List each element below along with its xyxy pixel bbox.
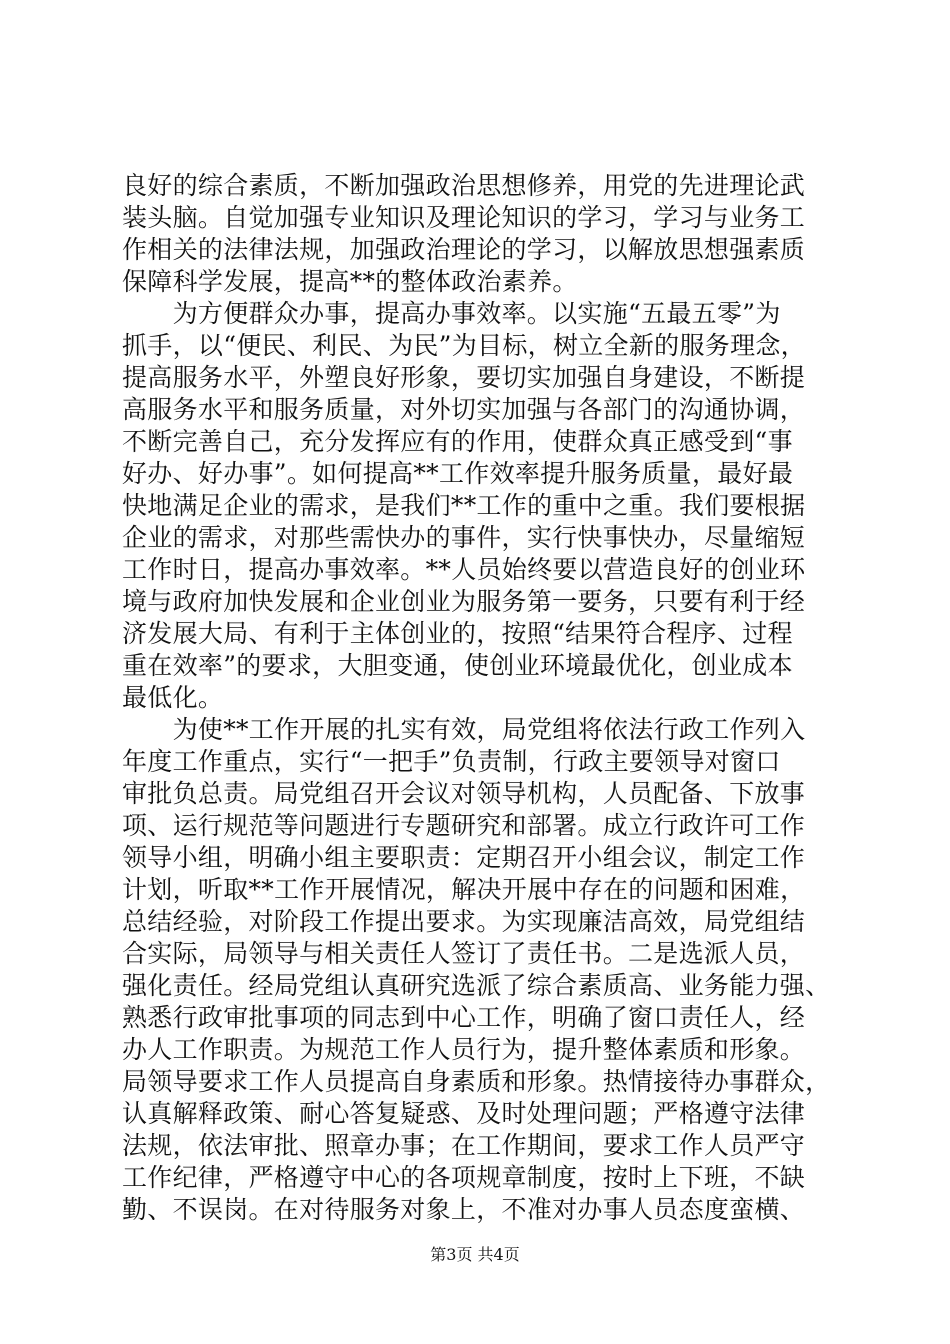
text-line: 企业的需求，对那些需快办的事件，实行快事快办，尽量缩短 — [122, 523, 806, 552]
text-line: 良好的综合素质，不断加强政治思想修养，用党的先进理论武 — [122, 171, 806, 200]
text-line: 总结经验，对阶段工作提出要求。为实现廉洁高效，局党组结 — [122, 907, 806, 936]
text-line: 快地满足企业的需求，是我们**工作的重中之重。我们要根据 — [122, 491, 806, 520]
text-line: 勤、不误岗。在对待服务对象上，不准对办事人员态度蛮横、 — [122, 1195, 806, 1224]
text-line: 重在效率”的要求，大胆变通，使创业环境最优化，创业成本 — [122, 651, 793, 680]
text-line: 法规，依法审批、照章办事；在工作期间，要求工作人员严守 — [122, 1131, 806, 1160]
text-line: 办人工作职责。为规范工作人员行为，提升整体素质和形象。 — [122, 1035, 806, 1064]
text-line: 计划，听取**工作开展情况，解决开展中存在的问题和困难， — [122, 875, 806, 904]
text-line: 好办、好办事”。如何提高**工作效率提升服务质量，最好最 — [122, 459, 794, 488]
text-line: 强化责任。经局党组认真研究选派了综合素质高、业务能力强、 — [122, 971, 831, 1000]
text-line: 保障科学发展，提高**的整体政治素养。 — [122, 267, 578, 296]
text-line: 工作时日，提高办事效率。**人员始终要以营造良好的创业环 — [122, 555, 806, 584]
text-line: 项、运行规范等问题进行专题研究和部署。成立行政许可工作 — [122, 811, 806, 840]
text-line: 装头脑。自觉加强专业知识及理论知识的学习，学习与业务工 — [122, 203, 806, 232]
document-body — [122, 170, 838, 1226]
text-line: 审批负总责。局党组召开会议对领导机构，人员配备、下放事 — [122, 779, 806, 808]
text-line: 济发展大局、有利于主体创业的，按照“结果符合程序、过程 — [122, 619, 793, 648]
text-line: 工作纪律，严格遵守中心的各项规章制度，按时上下班，不缺 — [122, 1163, 806, 1192]
text-line: 熟悉行政审批事项的同志到中心工作，明确了窗口责任人，经 — [122, 1003, 806, 1032]
text-line: 领导小组，明确小组主要职责：定期召开小组会议，制定工作 — [122, 843, 806, 872]
text-line: 合实际，局领导与相关责任人签订了责任书。二是选派人员， — [122, 939, 806, 968]
page-footer: 第3页 共4页 — [430, 1245, 520, 1264]
text-line: 提高服务水平，外塑良好形象，要切实加强自身建设，不断提 — [122, 363, 806, 392]
text-line: 认真解释政策、耐心答复疑惑、及时处理问题；严格遵守法律 — [122, 1099, 806, 1128]
text-line: 为使**工作开展的扎实有效，局党组将依法行政工作列入 — [122, 715, 806, 744]
text-line: 境与政府加快发展和企业创业为服务第一要务，只要有利于经 — [122, 587, 806, 616]
text-line: 年度工作重点，实行“一把手”负责制，行政主要领导对窗口 — [122, 747, 781, 776]
text-line: 局领导要求工作人员提高自身素质和形象。热情接待办事群众， — [122, 1067, 831, 1096]
text-line: 作相关的法律法规，加强政治理论的学习，以解放思想强素质 — [122, 235, 806, 264]
text-line: 高服务水平和服务质量，对外切实加强与各部门的沟通协调， — [122, 395, 806, 424]
text-line: 为方便群众办事，提高办事效率。以实施“五最五零”为 — [122, 299, 781, 328]
text-line: 抓手，以“便民、利民、为民”为目标，树立全新的服务理念， — [122, 331, 806, 360]
text-line: 不断完善自己，充分发挥应有的作用，使群众真正感受到“事 — [122, 427, 793, 456]
text-line: 最低化。 — [122, 683, 224, 712]
